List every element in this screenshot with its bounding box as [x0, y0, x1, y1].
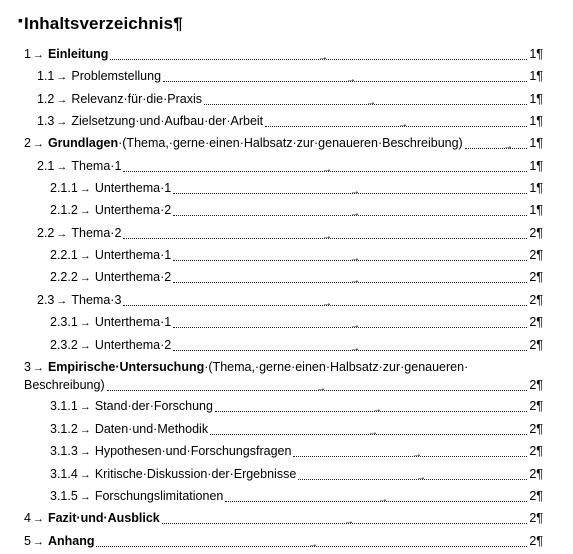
- entry-number: 1: [24, 47, 31, 61]
- page-number: 2¶: [529, 248, 543, 262]
- tab-arrow-icon: →: [416, 472, 426, 483]
- dot-leader: [215, 404, 527, 415]
- entry-rest-text: ·(Thema,·gerne·einen·Halbsatz·zur·genaueren·: [204, 360, 469, 374]
- toc-entry[interactable]: [50, 246, 543, 264]
- tab-arrow-icon: →: [308, 539, 318, 550]
- page-number: 2¶: [529, 293, 543, 307]
- entry-text: [71, 90, 202, 108]
- page-number: 2¶: [529, 489, 543, 503]
- toc-entry-continuation[interactable]: [24, 376, 543, 394]
- dot-leader: [107, 383, 528, 394]
- dot-leader: [293, 449, 527, 460]
- entry-text: [95, 397, 213, 415]
- toc-entry[interactable]: [50, 487, 543, 505]
- tab-arrow-icon: →: [56, 94, 68, 106]
- toc-entry[interactable]: [37, 157, 543, 175]
- page-number: 2¶: [529, 378, 543, 392]
- entry-bold-text: Grundlagen: [47, 136, 119, 150]
- page-number: 1¶: [529, 181, 543, 195]
- entry-number: 3.1.1: [50, 399, 78, 413]
- entry-text: [95, 465, 296, 483]
- page-number: 1¶: [529, 69, 543, 83]
- tab-arrow-icon: →: [79, 250, 91, 262]
- entry-number: 3: [24, 360, 31, 374]
- entry-text: [95, 179, 171, 197]
- tab-arrow-icon: →: [350, 208, 360, 219]
- page-number: 1¶: [529, 47, 543, 61]
- entry-number: 1.2: [37, 92, 55, 106]
- dot-leader: [173, 320, 527, 331]
- entry-number: 2: [24, 136, 31, 150]
- tab-arrow-icon: →: [79, 183, 91, 195]
- tab-arrow-icon: →: [398, 119, 408, 130]
- toc-entry[interactable]: [37, 291, 543, 309]
- tab-arrow-icon: →: [79, 424, 91, 436]
- tab-arrow-icon: →: [503, 141, 513, 152]
- entry-number: 2.3.2: [50, 338, 78, 352]
- entry-text: [95, 420, 208, 438]
- tab-arrow-icon: →: [32, 513, 44, 525]
- toc-title[interactable]: Inhaltsverzeichnis¶: [24, 14, 183, 33]
- toc-entry[interactable]: [50, 420, 543, 438]
- toc-entry[interactable]: [50, 465, 543, 483]
- entry-number: 2.2: [37, 226, 55, 240]
- tab-arrow-icon: →: [350, 253, 360, 264]
- dot-leader: [465, 141, 528, 152]
- tab-arrow-icon: →: [56, 228, 68, 240]
- tab-arrow-icon: →: [79, 469, 91, 481]
- entry-rest-text: Unterthema·2: [94, 270, 172, 284]
- entry-rest-text: Thema·1: [71, 159, 122, 173]
- tab-arrow-icon: →: [318, 52, 328, 63]
- dot-leader: [110, 52, 527, 63]
- toc-entry[interactable]: [24, 532, 543, 550]
- tab-arrow-icon: →: [350, 320, 360, 331]
- tab-arrow-icon: →: [79, 446, 91, 458]
- toc-entry[interactable]: [50, 442, 543, 460]
- entry-number: 2.1.2: [50, 203, 78, 217]
- dot-leader: [173, 275, 527, 286]
- entry-text: [48, 509, 160, 527]
- entry-rest-text: Unterthema·1: [94, 248, 172, 262]
- entry-rest-text: Problemstellung: [71, 69, 162, 83]
- tab-arrow-icon: →: [32, 536, 44, 548]
- entry-number: 2.1: [37, 159, 55, 173]
- entry-text: [48, 134, 463, 152]
- dot-leader: [123, 164, 527, 175]
- entry-rest-text: Unterthema·2: [94, 203, 172, 217]
- entry-rest-text: Unterthema·2: [94, 338, 172, 352]
- entry-number: 3.1.2: [50, 422, 78, 436]
- tab-arrow-icon: →: [344, 516, 354, 527]
- heading-marker: ▪: [18, 12, 23, 28]
- entry-text: [71, 157, 121, 175]
- entry-number: 4: [24, 511, 31, 525]
- toc-entry[interactable]: [50, 268, 543, 286]
- entry-text: [48, 358, 468, 376]
- toc-entry[interactable]: [24, 134, 543, 152]
- tab-arrow-icon: →: [378, 494, 388, 505]
- tab-arrow-icon: →: [368, 427, 378, 438]
- entry-rest-text: Unterthema·1: [94, 181, 172, 195]
- tab-arrow-icon: →: [346, 74, 356, 85]
- page-number: 2¶: [529, 315, 543, 329]
- entry-rest-text: Thema·2: [71, 226, 122, 240]
- page-number: 1¶: [529, 114, 543, 128]
- tab-arrow-icon: →: [56, 161, 68, 173]
- tab-arrow-icon: →: [79, 205, 91, 217]
- dot-leader: [204, 97, 527, 108]
- tab-arrow-icon: →: [322, 298, 332, 309]
- page-number: 1¶: [529, 203, 543, 217]
- tab-arrow-icon: →: [79, 491, 91, 503]
- dot-leader: [298, 472, 527, 483]
- entry-text: [71, 291, 121, 309]
- page-number: 2¶: [529, 226, 543, 240]
- tab-arrow-icon: →: [372, 404, 382, 415]
- tab-arrow-icon: →: [322, 231, 332, 242]
- entry-rest-text: Forschungslimitationen: [94, 489, 224, 503]
- page-number: 2¶: [529, 444, 543, 458]
- entry-number: 1.3: [37, 114, 55, 128]
- toc-entry[interactable]: [50, 336, 543, 354]
- entry-rest-text: ·(Thema,·gerne·einen·Halbsatz·zur·genaueren·Beschreibung): [118, 136, 463, 150]
- entry-rest-text: Kritische·Diskussion·der·Ergebnisse: [94, 467, 297, 481]
- entry-text: [95, 336, 171, 354]
- entry-rest-text: Hypothesen·und·Forschungsfragen: [94, 444, 292, 458]
- entry-text: [95, 201, 171, 219]
- entry-number: 3.1.5: [50, 489, 78, 503]
- tab-arrow-icon: →: [79, 317, 91, 329]
- entry-text: [95, 268, 171, 286]
- toc-entry[interactable]: [50, 179, 543, 197]
- tab-arrow-icon: →: [412, 449, 422, 460]
- entry-rest-text: Zielsetzung·und·Aufbau·der·Arbeit: [71, 114, 264, 128]
- entry-rest-text-2: Beschreibung): [24, 378, 105, 392]
- page-number: 2¶: [529, 467, 543, 481]
- entry-bold-text: Anhang: [47, 534, 95, 548]
- entry-number: 2.3.1: [50, 315, 78, 329]
- entry-number: 3.1.4: [50, 467, 78, 481]
- page-number: 2¶: [529, 270, 543, 284]
- entry-number: 1.1: [37, 69, 55, 83]
- dot-leader: [173, 343, 527, 354]
- tab-arrow-icon: →: [322, 164, 332, 175]
- entry-text: [95, 313, 171, 331]
- toc-entry[interactable]: [50, 397, 543, 415]
- page-number: 1¶: [529, 92, 543, 106]
- page-number: 1¶: [529, 159, 543, 173]
- dot-leader: [123, 298, 527, 309]
- entry-text: [48, 532, 95, 550]
- entry-bold-text: Einleitung: [47, 47, 109, 61]
- entry-number: 2.2.1: [50, 248, 78, 262]
- entry-text: [48, 45, 108, 63]
- tab-arrow-icon: →: [79, 340, 91, 352]
- entry-number: 2.3: [37, 293, 55, 307]
- tab-arrow-icon: →: [316, 383, 326, 394]
- toc-entry[interactable]: [37, 90, 543, 108]
- entry-text: [71, 112, 263, 130]
- toc-entry[interactable]: [37, 224, 543, 242]
- tab-arrow-icon: →: [32, 362, 44, 374]
- dot-leader: [163, 74, 527, 85]
- toc-entry[interactable]: [24, 509, 543, 527]
- entry-text: [71, 224, 121, 242]
- entry-text: [95, 442, 292, 460]
- tab-arrow-icon: →: [350, 186, 360, 197]
- dot-leader: [225, 494, 527, 505]
- dot-leader: [265, 119, 527, 130]
- dot-leader: [123, 231, 527, 242]
- toc-entry[interactable]: [24, 45, 543, 63]
- tab-arrow-icon: →: [56, 295, 68, 307]
- tab-arrow-icon: →: [350, 275, 360, 286]
- toc-entry[interactable]: [24, 358, 543, 376]
- toc-entry[interactable]: [37, 67, 543, 85]
- page-number: 2¶: [529, 511, 543, 525]
- entry-bold-text: Fazit·und·Ausblick: [47, 511, 160, 525]
- entry-bold-text: Empirische·Untersuchung: [47, 360, 205, 374]
- entry-number: 2.2.2: [50, 270, 78, 284]
- dot-leader: [173, 208, 527, 219]
- tab-arrow-icon: →: [366, 97, 376, 108]
- toc-entry[interactable]: [37, 112, 543, 130]
- dot-leader: [173, 253, 527, 264]
- entry-rest-text: Relevanz·für·die·Praxis: [71, 92, 202, 106]
- entry-number: 2.1.1: [50, 181, 78, 195]
- page-number: 1¶: [529, 136, 543, 150]
- page-number: 2¶: [529, 422, 543, 436]
- entry-text: [71, 67, 161, 85]
- page-number: 2¶: [529, 534, 543, 548]
- entry-number: 3.1.3: [50, 444, 78, 458]
- tab-arrow-icon: →: [79, 272, 91, 284]
- dot-leader: [173, 186, 527, 197]
- tab-arrow-icon: →: [350, 343, 360, 354]
- entry-rest-text: Unterthema·1: [94, 315, 172, 329]
- tab-arrow-icon: →: [79, 401, 91, 413]
- entry-rest-text: Thema·3: [71, 293, 122, 307]
- tab-arrow-icon: →: [56, 71, 68, 83]
- toc-heading-wrap: [18, 14, 558, 34]
- dot-leader: [96, 539, 527, 550]
- entry-rest-text: Stand·der·Forschung: [94, 399, 213, 413]
- tab-arrow-icon: →: [32, 49, 44, 61]
- tab-arrow-icon: →: [32, 138, 44, 150]
- dot-leader: [162, 516, 528, 527]
- entry-text: [95, 487, 224, 505]
- page-number: 2¶: [529, 399, 543, 413]
- dot-leader: [210, 427, 527, 438]
- entry-rest-text: Daten·und·Methodik: [94, 422, 209, 436]
- toc-entry[interactable]: [50, 313, 543, 331]
- tab-arrow-icon: →: [56, 116, 68, 128]
- page-number: 2¶: [529, 338, 543, 352]
- toc-entry[interactable]: [50, 201, 543, 219]
- entry-number: 5: [24, 534, 31, 548]
- entry-text: [95, 246, 171, 264]
